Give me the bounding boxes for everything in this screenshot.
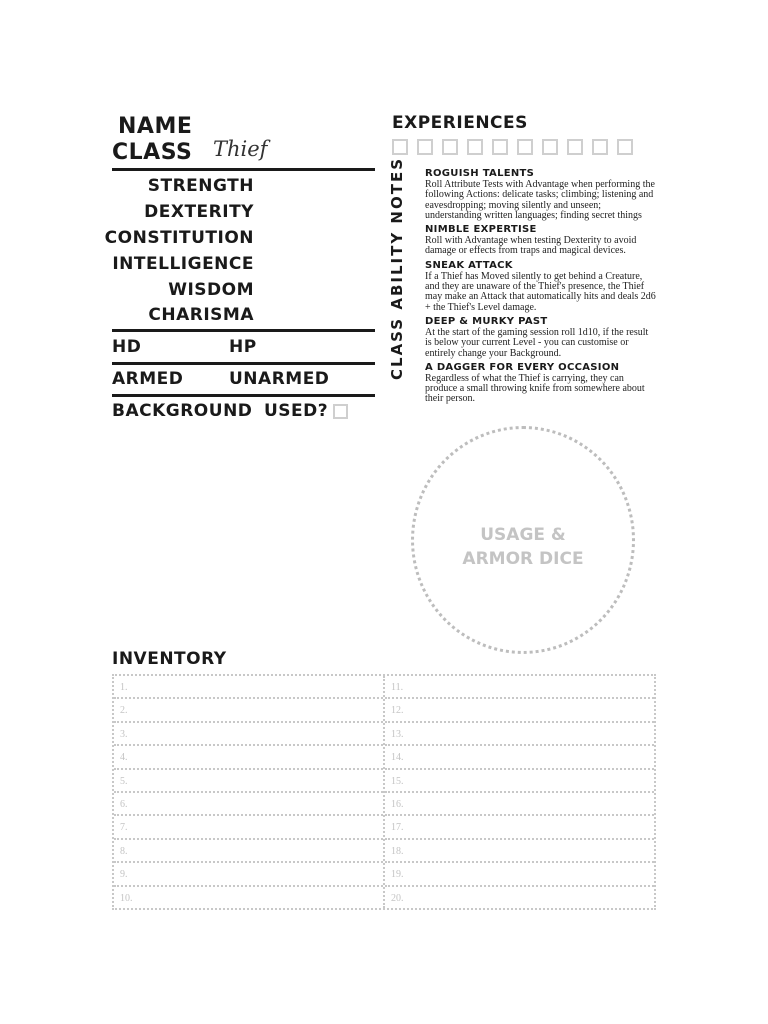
divider-attributes [112, 329, 375, 332]
note-title: A DAGGER FOR EVERY OCCASION [425, 361, 620, 373]
inventory-slot[interactable]: 18. [385, 840, 654, 863]
experience-checkbox[interactable] [467, 139, 483, 155]
divider-hd [112, 362, 375, 365]
class-label: CLASS [112, 140, 193, 165]
usage-label-line2: ARMOR DICE [462, 549, 584, 569]
attribute-intelligence: INTELLIGENCE [112, 254, 254, 274]
experiences-title: EXPERIENCES [392, 113, 528, 133]
inventory-title: INVENTORY [112, 649, 227, 669]
hd-label: HD [112, 337, 142, 357]
inventory-slot[interactable]: 10. [120, 892, 133, 904]
usage-label-line1: USAGE & [480, 525, 566, 545]
note-sneak-attack [425, 260, 657, 313]
note-text: Regardless of what the Thief is carrying, they can produce a small throwing knife from somewhere about their person. [425, 372, 645, 405]
inventory-slot[interactable]: 13. [385, 723, 654, 746]
experience-checkbox[interactable] [617, 139, 633, 155]
experience-checkbox[interactable] [542, 139, 558, 155]
class-value[interactable]: Thief [213, 137, 268, 161]
note-title: NIMBLE EXPERTISE [425, 224, 537, 236]
note-dagger-for-every-occasion [425, 362, 657, 405]
attribute-dexterity: DEXTERITY [144, 202, 254, 222]
used-checkbox[interactable] [333, 404, 348, 419]
inventory-column-left [114, 676, 383, 908]
class-ability-notes [425, 168, 657, 408]
experience-checkboxes [392, 139, 633, 155]
inventory-slot[interactable]: 3. [114, 723, 383, 746]
class-ability-notes-title: CLASS ABILITY NOTES [388, 157, 406, 380]
note-text: At the start of the gaming session roll 1d10, if the result is below your current Level - you can customise or entirely change your Background. [425, 326, 649, 359]
hp-label: HP [229, 337, 257, 357]
attribute-charisma: CHARISMA [148, 305, 254, 325]
inventory-slot[interactable]: 9. [114, 863, 383, 886]
note-text: Roll Attribute Tests with Advantage when performing the following Actions: delicate tasks; climbing; listening and eavesdropping; moving silently and unseen; understanding written languages; finding secret things [425, 179, 655, 221]
note-title: SNEAK ATTACK [425, 259, 513, 271]
note-title: ROGUISH TALENTS [425, 168, 535, 179]
inventory-slot[interactable]: 15. [385, 770, 654, 793]
inventory-slot[interactable]: 5. [114, 770, 383, 793]
attribute-strength: STRENGTH [147, 176, 254, 196]
background-label: BACKGROUND [112, 401, 253, 421]
inventory-slot[interactable]: 16. [385, 793, 654, 816]
experience-checkbox[interactable] [392, 139, 408, 155]
inventory-slot[interactable]: 20. [391, 892, 404, 904]
inventory-slot[interactable]: 1. [114, 676, 383, 699]
inventory-slot[interactable]: 6. [114, 793, 383, 816]
note-roguish-talents [425, 168, 657, 221]
experience-checkbox[interactable] [492, 139, 508, 155]
name-label: NAME [118, 114, 193, 139]
inventory-slot[interactable]: 14. [385, 746, 654, 769]
inventory-slot[interactable]: 19. [385, 863, 654, 886]
attribute-wisdom: WISDOM [168, 280, 254, 300]
inventory-grid [112, 674, 656, 910]
inventory-slot[interactable]: 17. [385, 816, 654, 839]
note-title: DEEP & MURKY PAST [425, 315, 548, 327]
divider-armed [112, 394, 375, 397]
usage-armor-dice-label [414, 523, 632, 571]
note-deep-murky-past [425, 316, 657, 359]
attribute-constitution: CONSTITUTION [104, 228, 254, 248]
inventory-column-right [383, 676, 654, 908]
note-text: Roll with Advantage when testing Dexterity to avoid damage or effects from traps and magical devices. [425, 235, 637, 257]
note-text: If a Thief has Moved silently to get behind a Creature, and they are unaware of the Thief's presence, the Thief may make an Attack that automatically hits and deals 2d6 + the Thief's Level damage. [425, 270, 656, 313]
inventory-slot[interactable]: 2. [114, 699, 383, 722]
inventory-slot[interactable]: 12. [385, 699, 654, 722]
experience-checkbox[interactable] [517, 139, 533, 155]
experience-checkbox[interactable] [592, 139, 608, 155]
usage-armor-dice-circle[interactable] [411, 426, 635, 654]
used-label: USED? [264, 401, 329, 421]
unarmed-label: UNARMED [229, 369, 330, 389]
experience-checkbox[interactable] [567, 139, 583, 155]
experience-checkbox[interactable] [442, 139, 458, 155]
divider-class [112, 168, 375, 171]
experience-checkbox[interactable] [417, 139, 433, 155]
note-nimble-expertise [425, 224, 657, 257]
armed-label: ARMED [112, 369, 184, 389]
inventory-slot[interactable]: 7. [114, 816, 383, 839]
inventory-slot[interactable]: 11. [385, 676, 654, 699]
inventory-slot[interactable]: 8. [114, 840, 383, 863]
inventory-slot[interactable]: 4. [114, 746, 383, 769]
